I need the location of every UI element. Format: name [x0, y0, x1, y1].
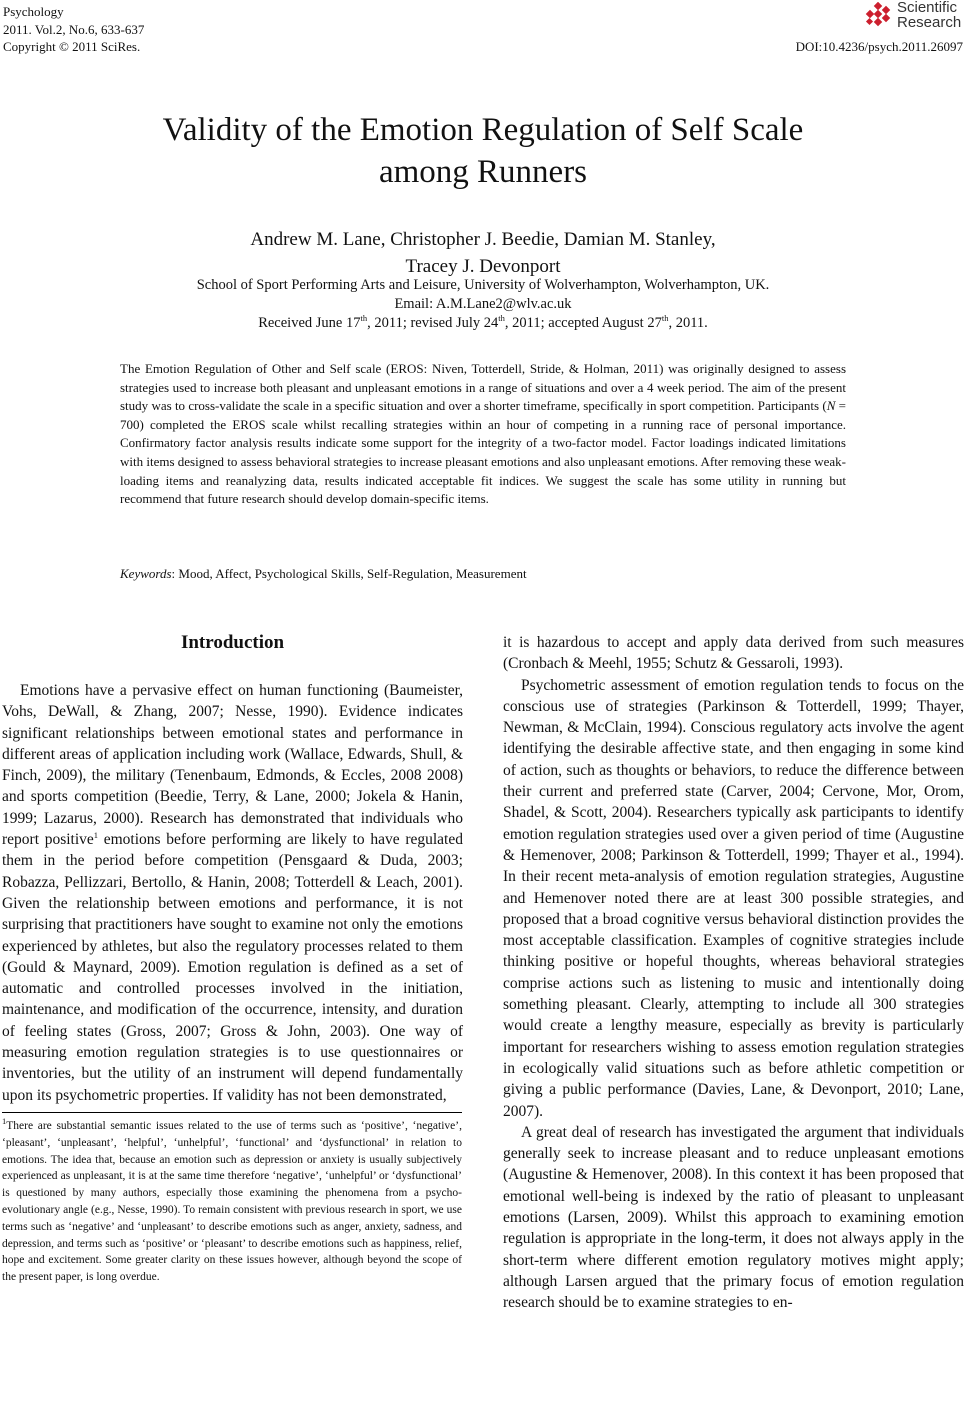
affiliation: School of Sport Performing Arts and Leisure, University of Wolverhampton, Wolverhampton, UK. [196, 277, 770, 293]
running-header [3, 3, 144, 56]
scientific-research-diamond-logo-icon [863, 2, 895, 32]
body-paragraph: it is hazardous to accept and apply data derived from such measures (Cronbach & Meehl, 1955; Schutz & Gessaroli, 1993). [503, 634, 964, 673]
footnote-ref: 1 [93, 829, 99, 840]
body-paragraph: Psychometric assessment of emotion regulation tends to focus on the conscious use of strategies (Parkinson & Totterdell, 1999; Thayer, Newman, & McClain, 1994). Conscious regulatory acts involve the agent identifying the desirable affective state, and then engaging in some kind of action, such as thoughts or behaviors, to reduce the difference between their current and preferred state (Carver, 2004; Cervone, Mor, Orom, Shadel, & Scott, 2004). Researchers typically ask participants to identify emotion regulation strategies used over a given period of time (Augustine & Hemenover, 2008; Parkinson & Totterdell, 1999; Thayer et al., 1994). In their recent meta-analysis of emotion regulation strategies, Augustine and Hemenover noted there are at least 300 possible strategies, and proposed that a broad cognitive versus behavioral distinction provides the most acceptable classification. Examples of cognitive strategies include thinking positive or hopeful thoughts, whereas behavioral strategies comprise actions such as listening to music and intentionally doing something pleasant. Clearly, attempting to include all 300 strategies would create a lengthy measure, especially as brevity is particularly important for researchers wishing to assess emotion regulation strategies in ecologically valid situations such as before athletic competition or giving a public performance (Davies, Lane, & Devonport, 2010; Lane, 2007). [503, 676, 964, 1120]
body-paragraph: A great deal of research has investigated the argument that individuals generally seek to increase pleasant and to reduce unpleasant emotions (Augustine & Hemenover, 2008). In this context it has been proposed that emotional well-being is indexed by the ratio of pleasant to unpleasant emotions (Larsen, 2009). Whilst this approach to examining emotion regulation is appropriate in the long-term, it does not always apply in the short-term where different emotion regulatory motives might apply; although Larsen argued that the primary focus of emotion regulation research should be to examine strategies to en- [503, 1123, 964, 1312]
copyright: Copyright © 2011 SciRes. [3, 39, 141, 54]
footnote: $^1$There are substantial semantic issues related to the use of terms such as ‘positive’, ‘negative’, ‘pleasant’, ‘unpleasant’, ‘helpful’, ‘unhelpful’, ‘functional’ and ‘dysfunctional’ in relation to emotions. The idea that, because an emotion such as depression or anxiety is usually subjectively experienced as unpleasant, it is at the same time therefore ‘negative’, ‘unhelpful’ or ‘dysfunctional’ is questioned by many authors, especially those examining the phenomena from a psycho-evolutionary angle (e.g., Nesse, 1990). To remain consistent with previous research in sport, we use terms such as ‘negative’ and ‘unpleasant’ to describe emotions such as anger, anxiety, sadness, and depression, and terms such as ‘positive’ or ‘pleasant’ to describe emotions such as happiness, relief, hope and excitement. Some greater clarity on these issues however, although beyond the scope of the present paper, is long overdue. [2, 1116, 462, 1284]
right-column [503, 632, 964, 1314]
volume-info: 2011. Vol.2, No.6, 633-637 [3, 21, 145, 37]
body-paragraph: Emotions have a pervasive effect on human functioning (Baumeister, Vohs, DeWall, & Zhang, 2007; Nesse, 1990). Evidence indicates significant relationships between emotional states and performance in different areas of application including work (Wallace, Edwards, Shull, & Finch, 2009), the military (Tenenbaum, Edmonds, & Eccles, 2008 2008) and sports competition (Beedie, Terry, & Lane, 2000; Jokela & Hanin, 1999; Lazarus, 2000). Research has demonstrated that individuals who report positive$^1$ emotions before performing are likely to have regulated them in the period before competition (Pensgaard & Duda, 2003; Robazza, Pellizzari, Bertollo, & Hanin, 2008; Totterdell & Leach, 2001). Given the relationship between emotions and performance, it is not surprising that practitioners have sought to examine not only the emotions experienced by athletes, but also the regulatory processes related to them (Gould & Maynard, 2009). Emotion regulation is defined as a set of automatic and controlled processes involved in the initiation, maintenance, and modification of the occurrence, intensity, and duration of feeling states (Gross, 2007; Gross & John, 2003). One way of measuring emotion regulation strategies is to use questionnaires or inventories, but the utility of an instrument will depend fundamentally upon its psychometric properties. If validity has not been demonstrated, [2, 682, 463, 1104]
abstract: The Emotion Regulation of Other and Self scale (EROS: Niven, Totterdell, Stride, & Holman, 2011) was originally designed to assess strategies used to increase both pleasant and unpleasant emotions in a range of situations and over a 4 week period. The aim of the present study was to cross-validate the scale in a specific situation and over a shorter timeframe, specifically in sport competition. Participants (N = 700) completed the EROS scale whilst recalling strategies within an hour of competing in a running race of personal importance. Confirmatory factor analysis results indicate some support for the integrity of a two-factor model. Factor loadings indicated limitations with items designed to assess behavioral strategies to increase pleasant emotions and also unpleasant emotions. After removing these weak-loading items and reanalyzing data, results indicated acceptable fit indices. We suggest the scale has some utility in running but recommend that future research should develop domain-specific items. [120, 361, 847, 507]
received-dates: Received June 17th, 2011; revised July 24th, 2011; accepted August 27th, 2011. [258, 313, 708, 331]
publisher-logo [863, 0, 963, 36]
author-list: Andrew M. Lane, Christopher J. Beedie, Damian M. Stanley, Tracey J. Devonport [250, 229, 716, 277]
affiliation-block [0, 276, 966, 333]
keywords [120, 566, 527, 582]
paper-title: Validity of the Emotion Regulation of Self Scale among Runners [162, 112, 804, 190]
journal-name: Psychology [3, 4, 64, 19]
keywords-label: Keywords [120, 566, 172, 581]
left-column [2, 680, 463, 1106]
doi: DOI:10.4236/psych.2011.26097 [795, 39, 963, 54]
section-heading-introduction: Introduction [180, 632, 285, 653]
footnote-mark: 1 [2, 1116, 7, 1127]
footnote-divider [2, 1112, 462, 1113]
email: Email: A.M.Lane2@wlv.ac.uk [394, 296, 572, 312]
logo-wordmark: Scientific Research [897, 0, 962, 31]
keywords-text: : Mood, Affect, Psychological Skills, Self-Regulation, Measurement [171, 566, 527, 581]
